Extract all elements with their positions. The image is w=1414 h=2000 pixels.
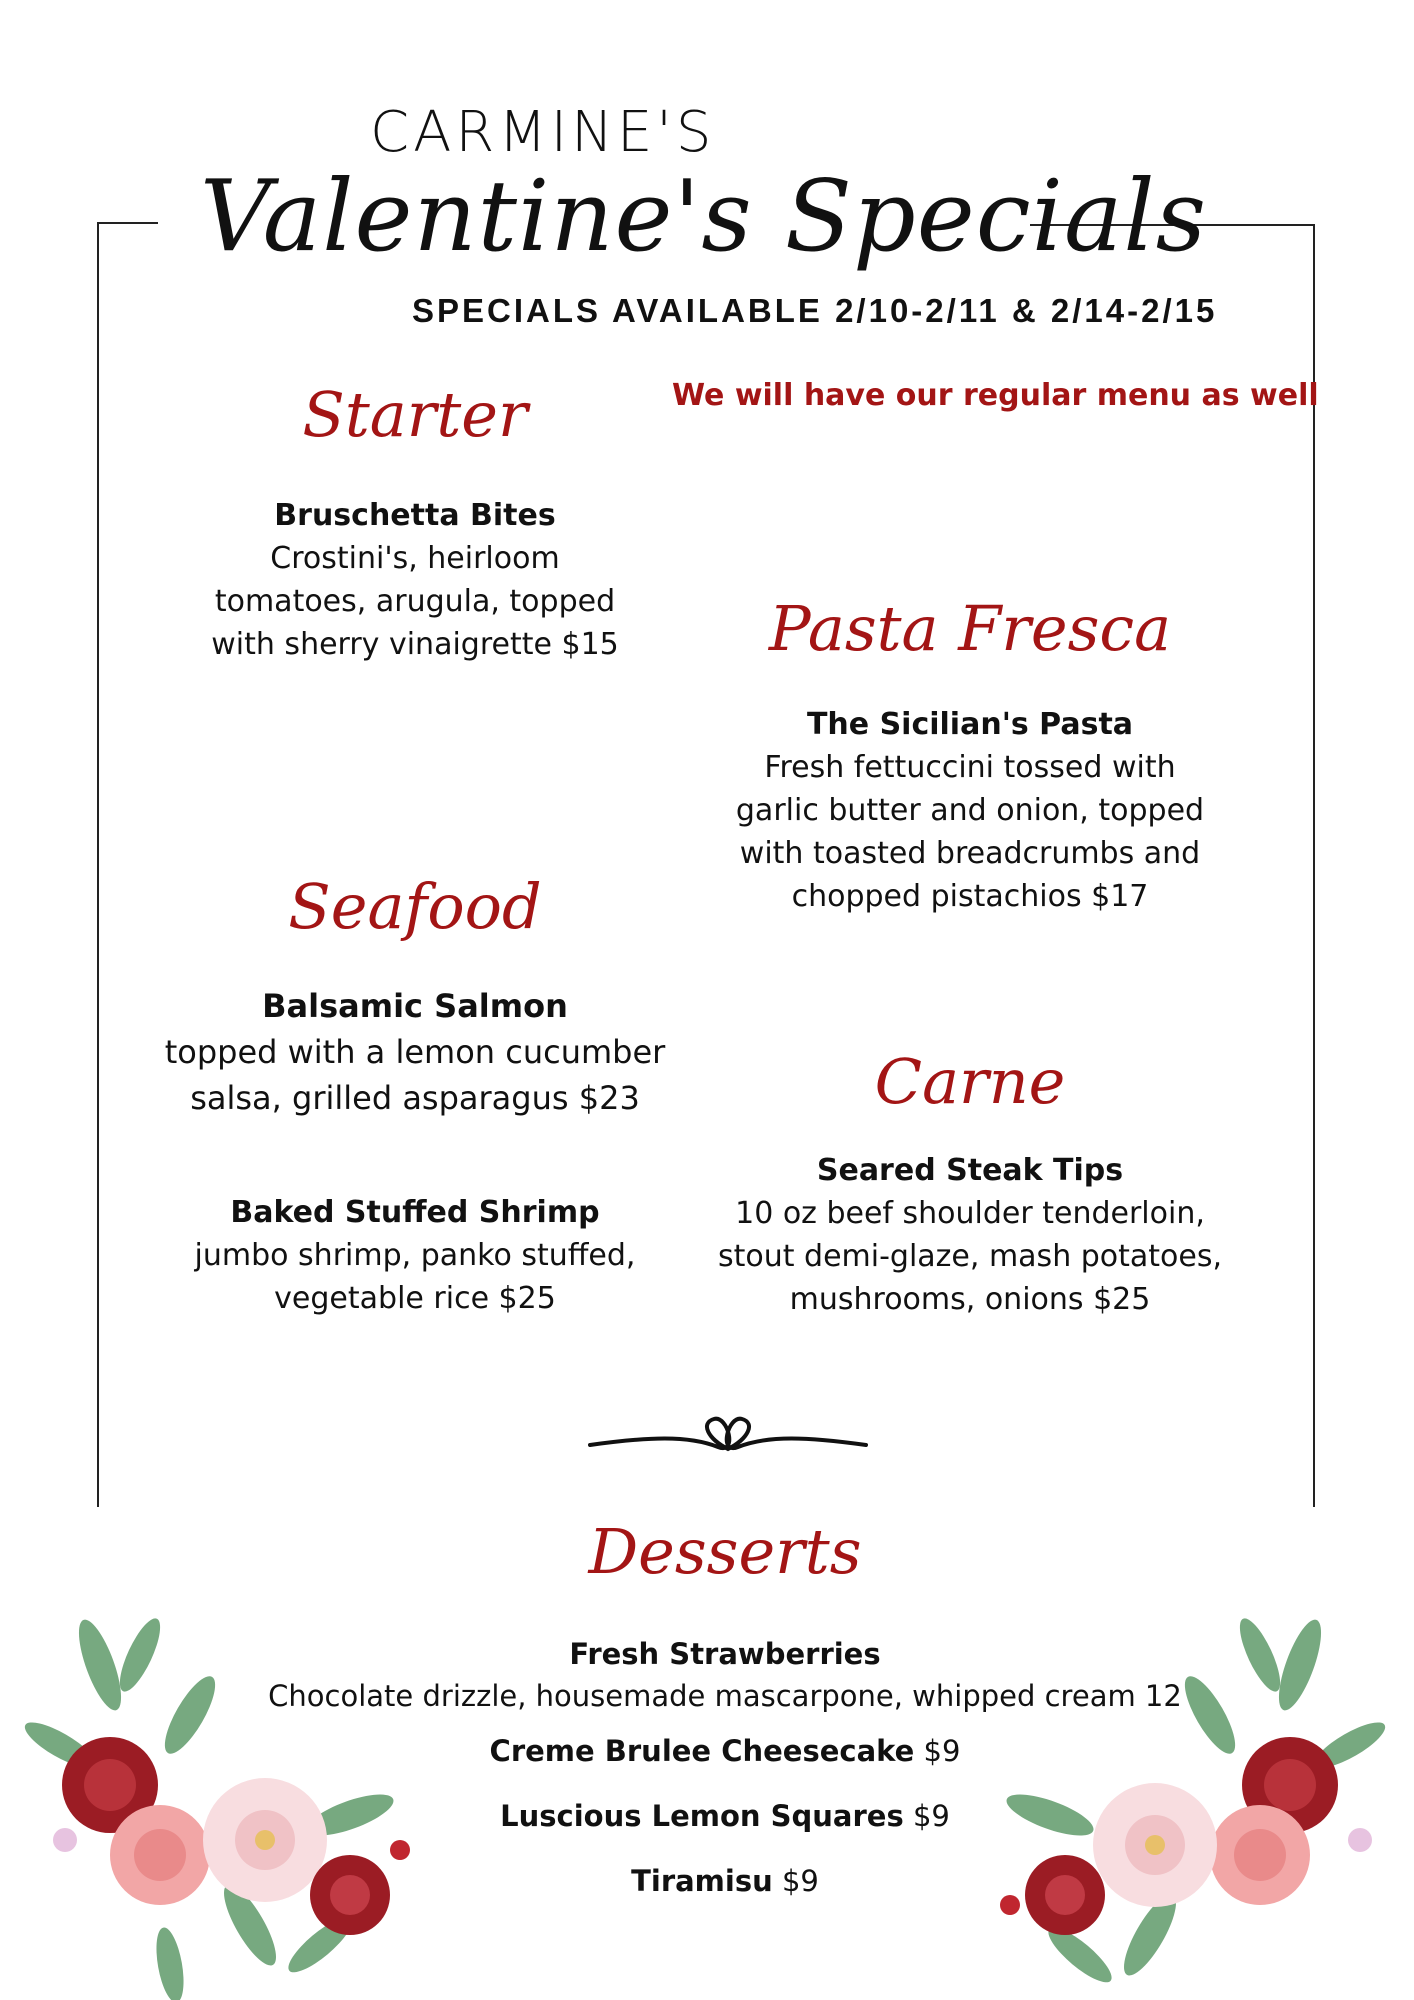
item-desc-line: Crostini's, heirloom [270, 541, 560, 576]
item-desc-line: salsa, grilled asparagus $23 [190, 1079, 640, 1117]
item-name: Fresh Strawberries [569, 1637, 881, 1671]
item-name: Seared Steak Tips [816, 1153, 1124, 1188]
seafood-item-salmon [150, 983, 680, 1121]
item-desc-line: chopped pistachios $17 [791, 879, 1149, 914]
page-title: Valentine's Specials [200, 160, 1208, 274]
seafood-heading: Seafood [288, 870, 542, 943]
item-name: Bruschetta Bites [274, 498, 556, 533]
item-price: $9 [912, 1799, 950, 1833]
item-desc-line: jumbo shrimp, panko stuffed, [194, 1238, 636, 1273]
item-desc-line: stout demi-glaze, mash potatoes, [717, 1239, 1223, 1274]
frame-right-line [1313, 224, 1315, 1507]
item-desc-line: Chocolate drizzle, housemade mascarpone, whipped cream 12 [268, 1679, 1182, 1713]
item-desc-line: garlic butter and onion, topped [735, 793, 1205, 828]
item-name: Tiramisu [631, 1864, 773, 1898]
item-desc-line: tomatoes, arugula, topped [214, 584, 616, 619]
floral-bouquet-icon [20, 1585, 420, 2000]
item-desc-line: 10 oz beef shoulder tenderloin, [735, 1196, 1205, 1231]
starter-item [180, 495, 650, 666]
availability-dates: SPECIALS AVAILABLE 2/10-2/11 & 2/14-2/15 [412, 292, 1218, 329]
item-name: Balsamic Salmon [262, 987, 568, 1025]
floral-bouquet-icon [980, 1585, 1394, 2000]
item-price: $9 [781, 1864, 819, 1898]
restaurant-name: CARMINE'S [370, 100, 716, 165]
item-price: $9 [923, 1734, 961, 1768]
heart-divider-icon [588, 1405, 868, 1465]
starter-heading: Starter [302, 378, 528, 451]
pasta-item [720, 704, 1220, 918]
item-desc-line: vegetable rice $25 [274, 1281, 556, 1316]
desserts-heading: Desserts [588, 1515, 862, 1588]
item-name: Baked Stuffed Shrimp [230, 1195, 600, 1230]
frame-left-line [97, 222, 99, 1507]
pasta-heading: Pasta Fresca [768, 592, 1172, 665]
carne-item [705, 1150, 1235, 1321]
regular-menu-note: We will have our regular menu as well [672, 378, 1319, 413]
frame-top-left-line [98, 222, 158, 224]
item-desc-line: mushrooms, onions $25 [789, 1282, 1151, 1317]
carne-heading: Carne [874, 1045, 1066, 1118]
item-name: Creme Brulee Cheesecake [489, 1734, 915, 1768]
item-desc-line: Fresh fettuccini tossed with [764, 750, 1176, 785]
item-name: Luscious Lemon Squares [500, 1799, 904, 1833]
item-name: The Sicilian's Pasta [806, 707, 1134, 742]
item-desc-line: topped with a lemon cucumber [164, 1033, 666, 1071]
item-desc-line: with sherry vinaigrette $15 [211, 627, 619, 662]
item-desc-line: with toasted breadcrumbs and [739, 836, 1201, 871]
seafood-item-shrimp [170, 1192, 660, 1320]
